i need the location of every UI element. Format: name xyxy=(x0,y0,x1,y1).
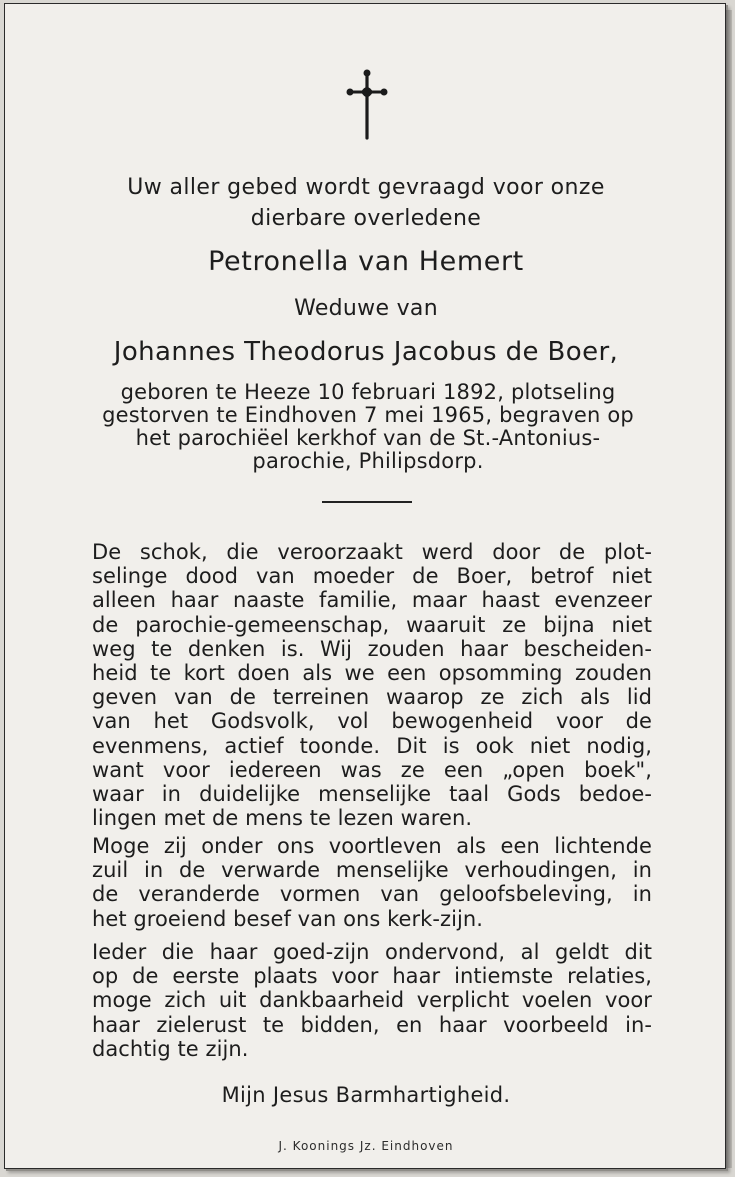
deceased-name: Petronella van Hemert xyxy=(208,246,524,277)
paragraph-line: lingen met de mens te lezen waren. xyxy=(92,806,473,831)
paragraph-line: moge zich uit dankbaarheid verplicht voelen voor xyxy=(92,988,652,1013)
details-line: het parochiëel kerkhof van de St.-Antonius- xyxy=(135,426,601,450)
paragraph-line: Ieder die haar goed-zijn ondervond, al geldt dit xyxy=(92,940,652,964)
widow-label: Weduwe van xyxy=(294,296,438,321)
paragraph-line: waar in duidelijke menselijke taal Gods bedoe- xyxy=(92,782,652,807)
paragraph-line: De schok, die veroorzaakt werd door de plot- xyxy=(92,540,652,564)
memorial-card xyxy=(4,3,726,1169)
cross-icon xyxy=(343,68,391,140)
paragraph-line: Moge zij onder ons voortleven als een lichtende xyxy=(92,834,652,858)
printer-credit: J. Koonings Jz. Eindhoven xyxy=(278,1139,454,1153)
paragraph-line: op de eerste plaats voor haar intiemste relaties, xyxy=(92,964,652,989)
paragraph-line: heid te kort doen als we een opsomming zouden xyxy=(92,661,652,686)
prayer-request-line: Uw aller gebed wordt gevraagd voor onze xyxy=(127,175,605,200)
husband-name: Johannes Theodorus Jacobus de Boer, xyxy=(113,337,619,367)
paragraph-line: haar zielerust te bidden, en haar voorbeeld in- xyxy=(92,1012,652,1037)
paragraph-line: de parochie-gemeenschap, waaruit ze bijna niet xyxy=(92,612,652,637)
paragraph-line: selinge dood van moeder de Boer, betrof niet xyxy=(92,564,652,589)
birth-death-details xyxy=(88,381,648,473)
paragraph-line: want voor iedereen was ze een „open boek", xyxy=(92,757,652,782)
details-line: gestorven te Eindhoven 7 mei 1965, begraven op xyxy=(102,403,634,427)
closing-prayer: Mijn Jesus Barmhartigheid. xyxy=(221,1083,511,1107)
paragraph-line: dachtig te zijn. xyxy=(92,1036,249,1061)
prayer-request xyxy=(5,172,727,234)
prayer-request-line: dierbare overledene xyxy=(250,206,482,231)
paragraph-line: de veranderde vormen van geloofsbeleving, in xyxy=(92,882,652,907)
details-line: geboren te Heeze 10 februari 1892, plotseling xyxy=(120,380,616,404)
paragraph-line: zuil in de verwarde menselijke verhoudingen, in xyxy=(92,858,652,883)
memorial-paragraph-3 xyxy=(92,940,652,1061)
paragraph-line: van het Godsvolk, vol bewogenheid voor de xyxy=(92,709,652,734)
divider-line xyxy=(322,501,412,503)
paragraph-line: het groeiend besef van ons kerk-zijn. xyxy=(92,906,483,931)
paragraph-line: alleen haar naaste familie, maar haast evenzeer xyxy=(92,588,652,613)
details-line: parochie, Philipsdorp. xyxy=(252,449,484,473)
memorial-paragraph-1 xyxy=(92,540,652,830)
paragraph-line: geven van de terreinen waarop ze zich als lid xyxy=(92,685,652,710)
paragraph-line: weg te denken is. Wij zouden haar bescheiden- xyxy=(92,636,652,661)
paragraph-line: evenmens, actief toonde. Dit is ook niet nodig, xyxy=(92,733,652,758)
memorial-paragraph-2 xyxy=(92,834,652,931)
